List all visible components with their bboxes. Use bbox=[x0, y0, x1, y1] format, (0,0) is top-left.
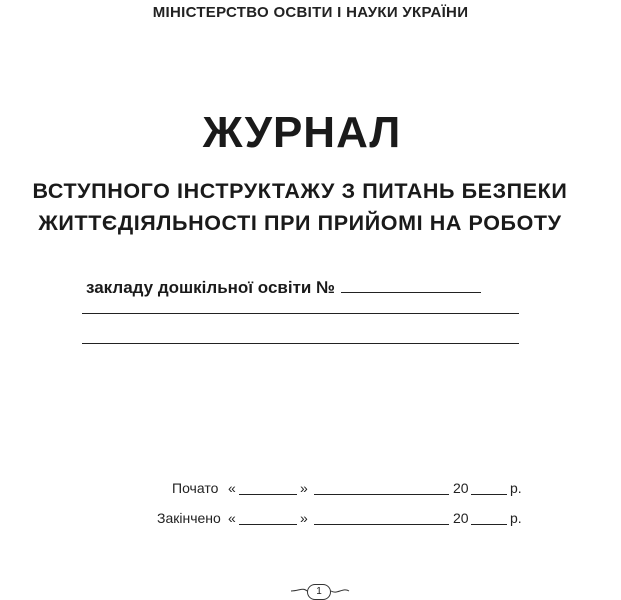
day-blank bbox=[239, 510, 297, 525]
subtitle-line-2: ЖИТТЄДІЯЛЬНОСТІ ПРИ ПРИЙОМІ НА РОБОТУ bbox=[38, 211, 562, 235]
year-prefix: 20 bbox=[453, 480, 469, 496]
year-blank bbox=[471, 480, 507, 495]
institution-name-line-2 bbox=[82, 343, 519, 344]
page-number: 1 bbox=[307, 584, 331, 600]
started-label: Почато bbox=[172, 480, 219, 496]
institution-field bbox=[86, 278, 481, 298]
close-quote: » bbox=[300, 480, 308, 496]
month-blank bbox=[314, 510, 449, 525]
document-title: ЖУРНАЛ bbox=[202, 108, 402, 157]
year-blank bbox=[471, 510, 507, 525]
institution-number-blank bbox=[341, 278, 481, 293]
day-blank bbox=[239, 480, 297, 495]
ministry-header: МІНІСТЕРСТВО ОСВІТИ І НАУКИ УКРАЇНИ bbox=[152, 4, 469, 21]
month-blank bbox=[314, 480, 449, 495]
year-prefix: 20 bbox=[453, 510, 469, 526]
open-quote: « bbox=[228, 480, 236, 496]
close-quote: » bbox=[300, 510, 308, 526]
institution-name-line-1 bbox=[82, 313, 519, 314]
institution-label: закладу дошкільної освіти № bbox=[86, 278, 336, 297]
year-suffix: р. bbox=[510, 480, 522, 496]
year-suffix: р. bbox=[510, 510, 522, 526]
document-subtitle bbox=[0, 175, 600, 239]
subtitle-line-1: ВСТУПНОГО ІНСТРУКТАЖУ З ПИТАНЬ БЕЗПЕКИ bbox=[32, 179, 568, 203]
open-quote: « bbox=[228, 510, 236, 526]
finished-label: Закінчено bbox=[157, 510, 221, 526]
